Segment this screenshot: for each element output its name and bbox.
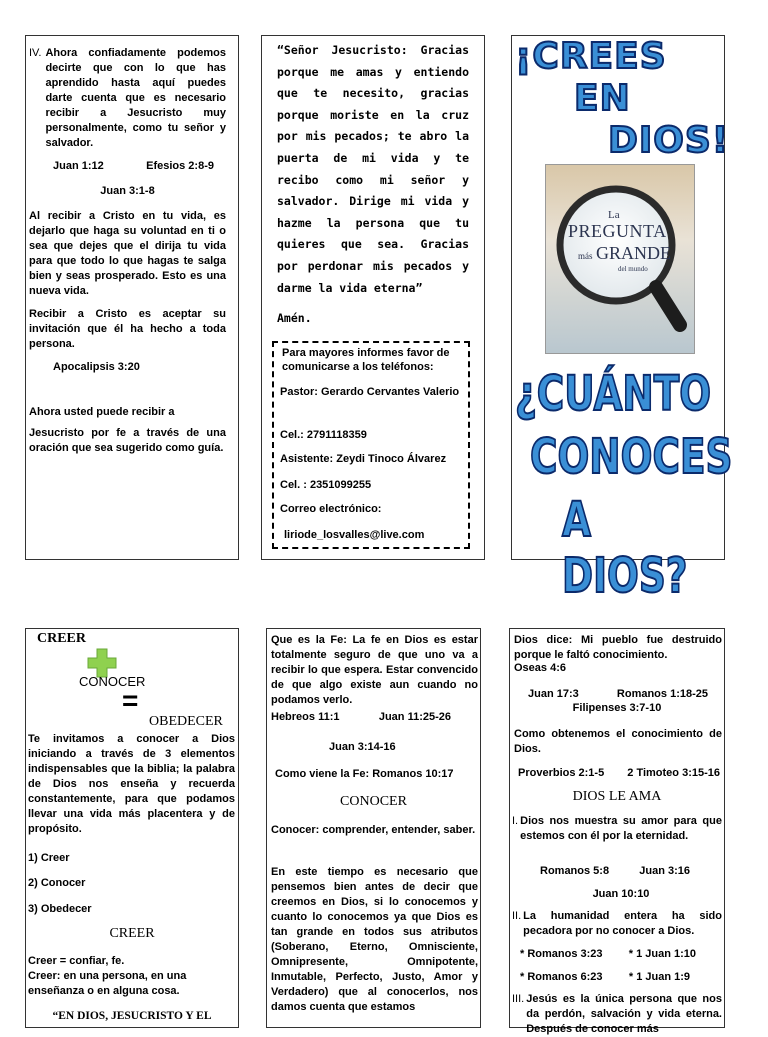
item-iv-number: IV. bbox=[29, 47, 42, 59]
ref-romanos-3: * Romanos 3:23 bbox=[520, 948, 603, 960]
refs-row-a bbox=[528, 687, 708, 702]
book-pregunta: PREGUNTA bbox=[568, 221, 667, 241]
book-mas: más bbox=[578, 251, 593, 261]
book-cover-image bbox=[545, 164, 695, 354]
title-en: EN bbox=[574, 78, 631, 119]
ref-1-juan-1-9: * 1 Juan 1:9 bbox=[628, 971, 690, 983]
ref-apocalipsis: Apocalipsis 3:20 bbox=[53, 361, 140, 373]
def-creer-2: Creer: en una persona, en una enseñanza o en alguna cosa. bbox=[28, 970, 187, 997]
refs-row-b bbox=[518, 766, 720, 781]
dios-dice: Dios dice: Mi pueblo fue destruido porque le faltó conocimiento. bbox=[514, 634, 722, 661]
cel-2: Cel. : 2351099255 bbox=[280, 479, 372, 491]
refs-row-e bbox=[520, 970, 690, 985]
amen: Amén. bbox=[277, 311, 312, 325]
point-ii-text: La humanidad entera ha sido pecadora por no conocer a Dios. bbox=[523, 910, 722, 937]
point-ii-number: II. bbox=[512, 910, 522, 922]
point-i-number: I. bbox=[512, 815, 519, 827]
plus-icon bbox=[88, 649, 116, 677]
ref-juan-3-1-8: Juan 3:1-8 bbox=[100, 185, 155, 197]
contact-intro: Para mayores informes favor de comunicarse a los teléfonos: bbox=[282, 347, 450, 373]
prayer-text: “Señor Jesucristo: Gracias porque me amas y entiendo que te necesito, gracias porque moriste en la cruz por mis pecados; te abro la puerta de mi vida y te recibo como mi señor y salvador. Dirige mi vida y hazme la persona que tu quieres que sea. Gracias por perdonar mis pecados y darme la vida eterna” bbox=[277, 43, 469, 295]
ref-efesios: Efesios 2:8-9 bbox=[146, 160, 214, 172]
ref-proverbios: Proverbios 2:1-5 bbox=[518, 767, 605, 779]
refs-row-c bbox=[540, 864, 690, 879]
point-iii bbox=[512, 992, 722, 1037]
ref-timoteo: 2 Timoteo 3:15-16 bbox=[627, 767, 720, 779]
heading-dios-le-ama: DIOS LE AMA bbox=[572, 789, 662, 804]
list-obedecer: 3) Obedecer bbox=[28, 903, 92, 915]
contact-box bbox=[272, 341, 470, 549]
email-label: Correo electrónico: bbox=[280, 503, 382, 515]
fe-comes: Como viene la Fe: Romanos 10:17 bbox=[275, 768, 454, 780]
ref-juan-11: Juan 11:25-26 bbox=[378, 711, 451, 723]
title-dios: DIOS! bbox=[608, 120, 730, 161]
equals-sign: = bbox=[122, 685, 139, 716]
conocer-paragraph: En este tiempo es necesario que pensemos bien antes de decir que creemos en Dios, si lo conocemos y cuanto lo conocemos ya que Dios es tan grande en todos sus atributos (Soberano, Eterno, Omnisciente, Omnipresente, Omnipotente, Inmutable, Perfecto, Justo, Amor y Verdadero) que al conocerlos, nos damos cuenta que estamos bbox=[271, 866, 478, 1013]
question-a-dios: A DIOS? bbox=[562, 492, 688, 604]
heading-conocer: CONOCER bbox=[340, 794, 407, 809]
intro-text: Te invitamos a conocer a Dios iniciando a través de 3 elementos indispensables que la biblia; la palabra de Dios nos enseña y recuerda constantemente, para que podamos llevar una vida más placentera y de propósito. bbox=[28, 733, 235, 835]
panel-creer-conocer-obedecer bbox=[25, 628, 239, 1028]
quote-start: “EN DIOS, JESUCRISTO Y EL bbox=[52, 1010, 212, 1022]
label-creer: CREER bbox=[37, 631, 87, 646]
book-la: La bbox=[608, 209, 620, 221]
ref-juan-17: Juan 17:3 bbox=[528, 688, 579, 700]
title-crees: ¡CREES bbox=[515, 36, 667, 77]
panel-cover bbox=[511, 35, 733, 604]
question-conoces: CONOCES bbox=[530, 429, 733, 485]
point-iii-number: III. bbox=[512, 993, 525, 1005]
para-now: Ahora usted puede recibir a bbox=[29, 406, 175, 418]
ref-juan-3-16: Juan 3:16 bbox=[639, 865, 690, 877]
ref-juan-10: Juan 10:10 bbox=[592, 888, 650, 900]
email: liriode_losvalles@live.com bbox=[284, 529, 425, 541]
refs-row-1 bbox=[29, 159, 226, 174]
ref-romanos-1: Romanos 1:18-25 bbox=[616, 688, 708, 700]
ref-romanos-6: * Romanos 6:23 bbox=[520, 971, 603, 983]
list-creer: 1) Creer bbox=[28, 852, 70, 864]
ref-juan-3-14: Juan 3:14-16 bbox=[329, 741, 396, 753]
point-i bbox=[512, 814, 722, 844]
label-obedecer: OBEDECER bbox=[149, 714, 223, 729]
para-accept: Recibir a Cristo es aceptar su invitación que él ha hecho a toda persona. bbox=[29, 308, 226, 350]
para-receive: Al recibir a Cristo en tu vida, es dejarlo que haga su voluntad en ti o sea que dejes que el dirija tu vida para que todo lo que hagas te salga bien y seas prosperado. Esto es una nueva vida. bbox=[29, 210, 226, 297]
para-prayer-intro: Jesucristo por fe a través de una oración que sea sugerido como guía. bbox=[29, 427, 226, 454]
item-iv bbox=[29, 46, 226, 151]
book-grande: GRANDE bbox=[596, 243, 671, 263]
label-conocer: CONOCER bbox=[79, 674, 146, 689]
ref-juan-1-12: Juan 1:12 bbox=[53, 160, 104, 172]
ref-hebreos: Hebreos 11:1 bbox=[271, 711, 340, 723]
point-i-text: Dios nos muestra su amor para que estemos con él por la eternidad. bbox=[520, 815, 722, 842]
refs-hebreos-juan bbox=[271, 710, 451, 725]
item-iv-text: Ahora confiadamente podemos decirte que con lo que has aprendido hasta aquí puedes darte cuenta que es necesario recibir a Jesucristo muy personalmente, como tu señor y salvador. bbox=[45, 47, 226, 149]
panel-prayer bbox=[261, 35, 485, 560]
panel-receive-christ bbox=[25, 35, 239, 560]
book-mundo: del mundo bbox=[618, 265, 648, 273]
ref-romanos-5: Romanos 5:8 bbox=[540, 865, 610, 877]
panel-dios-le-ama bbox=[509, 628, 725, 1035]
panel-fe-conocer bbox=[266, 628, 481, 1028]
list-conocer: 2) Conocer bbox=[28, 877, 86, 889]
pastor: Pastor: Gerardo Cervantes Valerio bbox=[280, 386, 460, 398]
point-ii bbox=[512, 909, 722, 939]
ref-filipenses: Filipenses 3:7-10 bbox=[572, 702, 662, 714]
def-creer-1: Creer = confiar, fe. bbox=[28, 955, 125, 967]
conocer-definition: Conocer: comprender, entender, saber. bbox=[271, 824, 476, 836]
point-iii-text: Jesús es la única persona que nos da perdón, salvación y vida eterna. Después de conocer más bbox=[526, 993, 722, 1035]
assistant: Asistente: Zeydi Tinoco Álvarez bbox=[280, 453, 447, 465]
heading-creer: CREER bbox=[109, 926, 155, 941]
refs-row-d bbox=[520, 947, 696, 962]
ref-oseas: Oseas 4:6 bbox=[514, 662, 566, 674]
cel-1: Cel.: 2791118359 bbox=[280, 429, 367, 441]
question-cuanto: ¿CUÁNTO bbox=[515, 366, 712, 422]
ref-1-juan-1-10: * 1 Juan 1:10 bbox=[628, 948, 696, 960]
como-obtenemos: Como obtenemos el conocimiento de Dios. bbox=[514, 728, 722, 755]
fe-definition: Que es la Fe: La fe en Dios es estar totalmente seguro de que uno va a recibir lo que espera. Estar convencido de que algo existe aun cuando no podamos verlo. bbox=[271, 634, 478, 706]
